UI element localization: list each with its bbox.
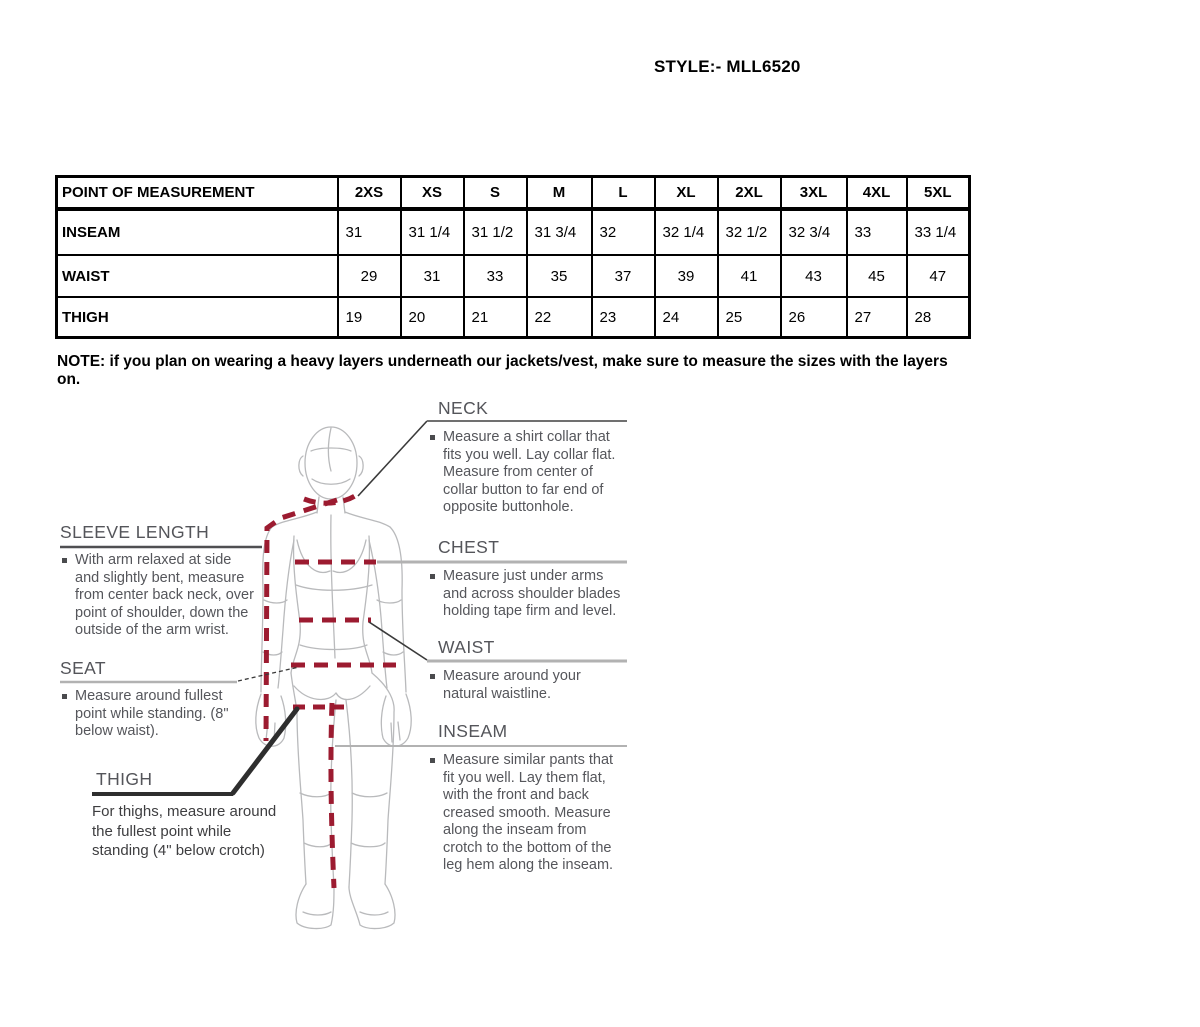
table-header-row xyxy=(57,177,970,210)
callout-line-waist xyxy=(369,622,427,660)
table-cell: 31 xyxy=(401,255,464,297)
column-header: 2XS xyxy=(338,177,401,210)
table-cell: 31 1/2 xyxy=(464,209,527,255)
column-header: 3XL xyxy=(781,177,847,210)
table-cell: 22 xyxy=(527,297,592,338)
table-cell: 33 xyxy=(847,209,907,255)
table-cell: 31 1/4 xyxy=(401,209,464,255)
table-cell: 31 3/4 xyxy=(527,209,592,255)
row-label: WAIST xyxy=(57,255,338,297)
table-cell: 20 xyxy=(401,297,464,338)
column-header: 2XL xyxy=(718,177,781,210)
section-heading-chest: CHEST xyxy=(438,537,500,557)
page-title: STYLE:- MLL6520 xyxy=(654,57,801,76)
measure-line-collar xyxy=(304,494,358,503)
bullet-icon xyxy=(430,758,435,763)
table-row xyxy=(57,255,970,297)
section-heading-waist: WAIST xyxy=(438,637,495,657)
table-cell: 39 xyxy=(655,255,718,297)
section-heading-sleeve-length: SLEEVE LENGTH xyxy=(60,522,210,542)
table-cell: 29 xyxy=(338,255,401,297)
section-heading-thigh: THIGH xyxy=(96,769,153,789)
bullet-icon xyxy=(430,574,435,579)
table-row xyxy=(57,209,970,255)
size-table xyxy=(55,175,971,339)
table-cell: 32 1/4 xyxy=(655,209,718,255)
table-cell: 31 xyxy=(338,209,401,255)
section-text-thigh: For thighs, measure around the fullest point while standing (4" below crotch) xyxy=(92,803,277,859)
column-header: POINT OF MEASUREMENT xyxy=(57,177,338,210)
table-cell: 43 xyxy=(781,255,847,297)
section-text-inseam: Measure similar pants that fit you well. Lay them flat, with the front and back creased smooth. Measure along the inseam from crotch to the bottom of the leg hem along the inseam. xyxy=(428,752,628,875)
section-heading-neck: NECK xyxy=(438,398,489,418)
section-heading-seat: SEAT xyxy=(60,658,107,678)
measure-line-sleeve xyxy=(266,500,337,741)
measure-line-inseam xyxy=(331,703,334,888)
section-text-sleeve-length: With arm relaxed at side and slightly bent, measure from center back neck, over point of shoulder, down the outside of the arm wrist. xyxy=(60,552,258,640)
section-text-neck: Measure a shirt collar that fits you well. Lay collar flat. Measure from center of collar button to far end of opposite buttonhole. xyxy=(428,429,628,517)
column-header: S xyxy=(464,177,527,210)
table-cell: 45 xyxy=(847,255,907,297)
table-cell: 27 xyxy=(847,297,907,338)
column-header: XL xyxy=(655,177,718,210)
table-cell: 35 xyxy=(527,255,592,297)
row-label: INSEAM xyxy=(57,209,338,255)
table-cell: 47 xyxy=(907,255,970,297)
table-cell: 32 xyxy=(592,209,655,255)
table-cell: 33 1/4 xyxy=(907,209,970,255)
column-header: L xyxy=(592,177,655,210)
table-cell: 32 3/4 xyxy=(781,209,847,255)
column-header: 5XL xyxy=(907,177,970,210)
callout-line-thigh xyxy=(233,709,297,793)
column-header: 4XL xyxy=(847,177,907,210)
table-cell: 25 xyxy=(718,297,781,338)
bullet-icon xyxy=(62,694,67,699)
table-cell: 24 xyxy=(655,297,718,338)
note-text: NOTE: if you plan on wearing a heavy layers underneath our jackets/vest, make sure to measure the sizes with the layers on. xyxy=(57,353,948,388)
bullet-icon xyxy=(430,674,435,679)
bullet-icon xyxy=(62,558,67,563)
table-cell: 19 xyxy=(338,297,401,338)
column-header: XS xyxy=(401,177,464,210)
table-cell: 41 xyxy=(718,255,781,297)
table-cell: 28 xyxy=(907,297,970,338)
row-label: THIGH xyxy=(57,297,338,338)
table-cell: 32 1/2 xyxy=(718,209,781,255)
bullet-icon xyxy=(430,435,435,440)
table-cell: 21 xyxy=(464,297,527,338)
table-row xyxy=(57,297,970,338)
callout-line-seat xyxy=(238,667,299,681)
section-text-seat: Measure around fullest point while standing. (8" below waist). xyxy=(60,688,230,741)
table-cell: 37 xyxy=(592,255,655,297)
table-cell: 26 xyxy=(781,297,847,338)
section-text-waist: Measure around your natural waistline. xyxy=(428,668,598,703)
section-text-chest: Measure just under arms and across shoulder blades holding tape firm and level. xyxy=(428,568,628,621)
table-cell: 33 xyxy=(464,255,527,297)
column-header: M xyxy=(527,177,592,210)
table-cell: 23 xyxy=(592,297,655,338)
section-heading-inseam: INSEAM xyxy=(438,721,508,741)
callout-line-neck xyxy=(358,421,427,496)
